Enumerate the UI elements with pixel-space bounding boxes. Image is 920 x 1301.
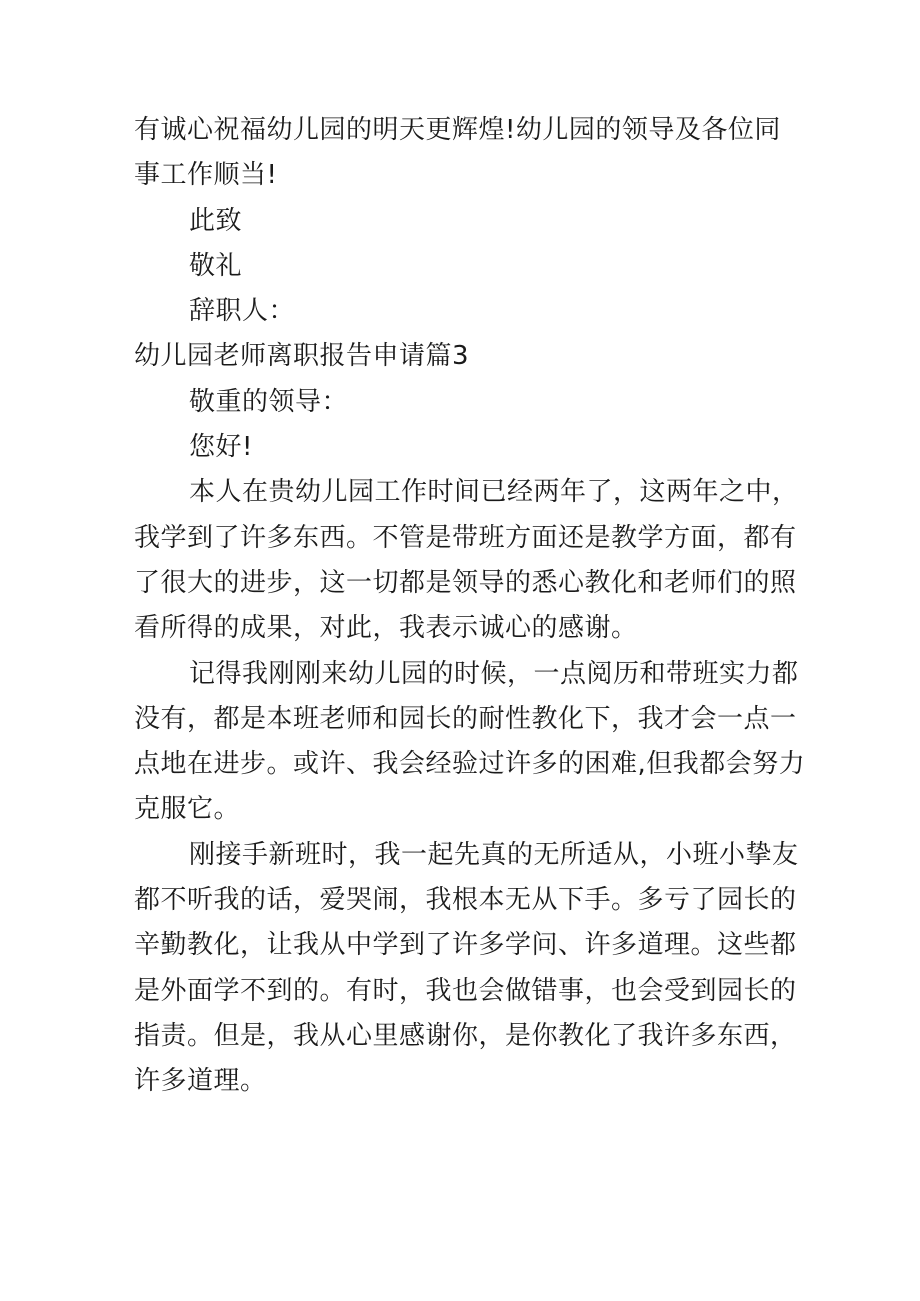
paragraph-3-line-6: 许多道理。 (134, 1066, 267, 1097)
paragraph-1-line-2: 我学到了许多东西。不管是带班方面还是教学方面，都有 (134, 522, 797, 553)
paragraph-3-line-3: 辛勤教化，让我从中学到了许多学问、许多道理。这些都 (134, 930, 797, 961)
signature-label: 辞职人： (189, 296, 296, 327)
greeting-hello: 您好! (189, 432, 253, 463)
paragraph-3-line-1: 刚接手新班时，我一起先真的无所适从，小班小挚友 (189, 839, 799, 870)
closing-regards: 敬礼 (189, 250, 243, 281)
paragraph-3-line-2: 都不听我的话，爱哭闹，我根本无从下手。多亏了园长的 (134, 885, 797, 916)
paragraph-2-line-1: 记得我刚刚来幼儿园的时候，一点阅历和带班实力都 (189, 658, 799, 689)
paragraph-3-line-5: 指责。但是，我从心里感谢你，是你教化了我许多东西， (134, 1020, 797, 1051)
greeting-addressee: 敬重的领导： (189, 386, 349, 417)
text-line-1: 有诚心祝福幼儿园的明天更辉煌!幼儿园的领导及各位同 (134, 115, 781, 145)
closing-salutation: 此致 (189, 205, 243, 236)
paragraph-1-line-4: 看所得的成果，对此，我表示诚心的感谢。 (134, 613, 638, 644)
section-heading: 幼儿园老师离职报告申请篇3 (134, 341, 470, 372)
paragraph-1-line-3: 了很大的进步，这一切都是领导的悉心教化和老师们的照 (134, 567, 797, 598)
paragraph-3-line-4: 是外面学不到的。有时，我也会做错事，也会受到园长的 (134, 975, 797, 1006)
paragraph-1-line-1: 本人在贵幼儿园工作时间已经两年了，这两年之中， (189, 477, 799, 508)
text-line-2: 事工作顺当! (134, 160, 278, 191)
paragraph-2-line-4: 克服它。 (134, 794, 241, 825)
paragraph-2-line-3: 点地在进步。或许、我会经验过许多的困难,但我都会努力 (134, 749, 806, 780)
document-page (134, 108, 806, 1105)
paragraph-2-line-2: 没有，都是本班老师和园长的耐性教化下，我才会一点一 (134, 703, 797, 734)
